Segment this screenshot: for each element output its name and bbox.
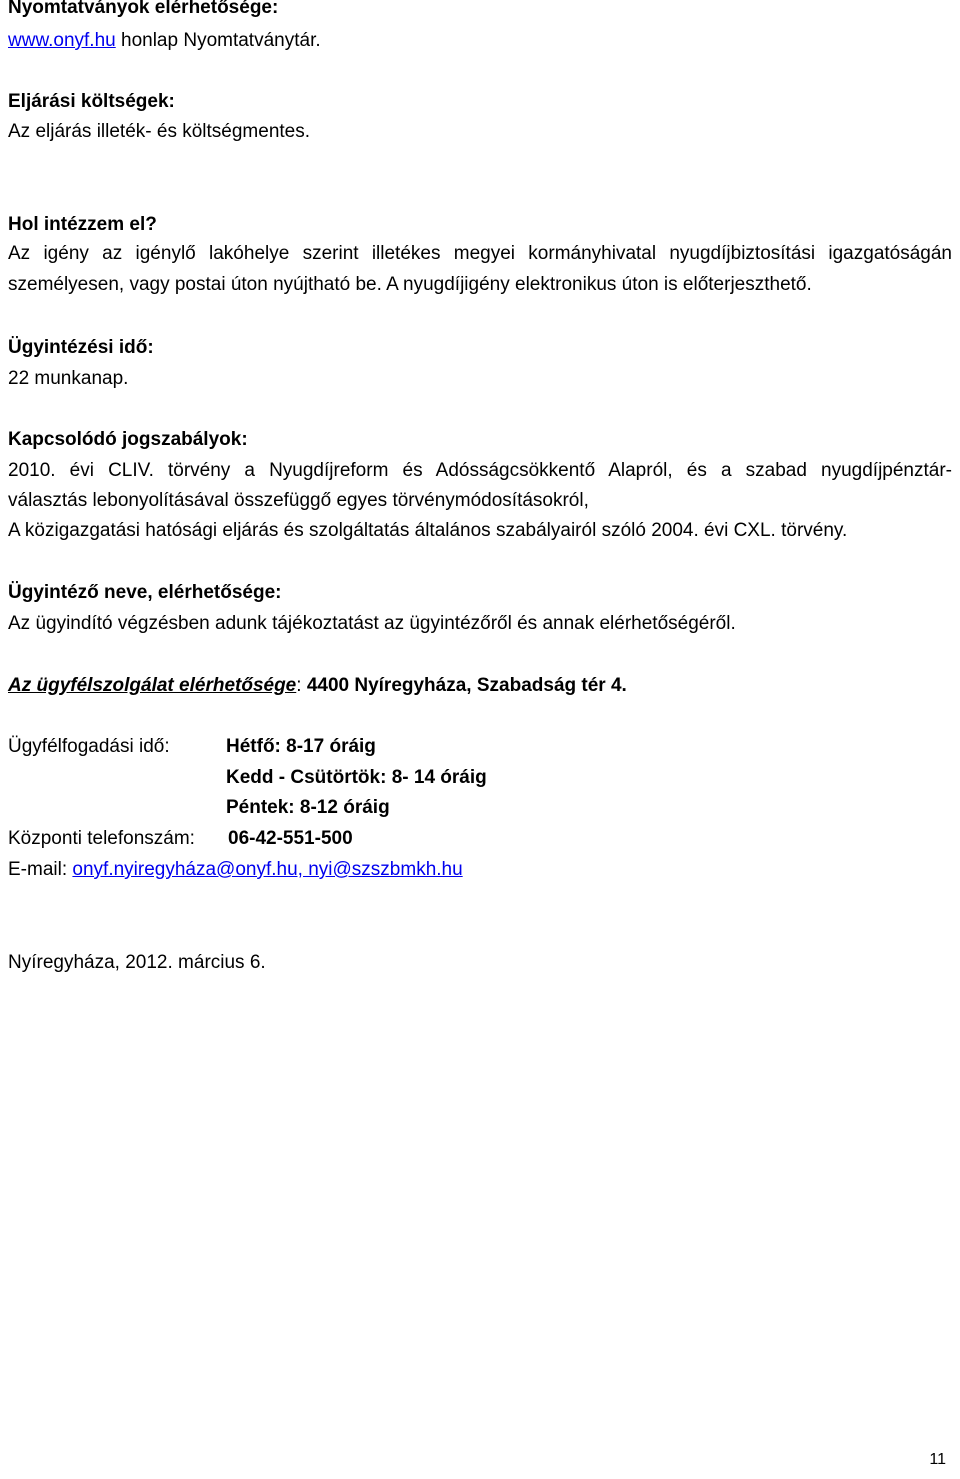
hours-label: Ügyfélfogadási idő: (8, 736, 170, 757)
service-address: 4400 Nyíregyháza, Szabadság tér 4. (306, 675, 627, 696)
hours-row-tue-thu: Kedd - Csütörtök: 8- 14 óráig (226, 767, 487, 788)
forms-text: honlap Nyomtatványtár. (115, 30, 321, 51)
costs-text: Az eljárás illeték- és költségmentes. (8, 121, 311, 142)
clerk-text: Az ügyindító végzésben adunk tájékoztatást az ügyintézőről és annak elérhetőségéről. (8, 613, 736, 634)
laws-line-1: 2010. évi CLIV. törvény a Nyugdíjreform és Adósságcsökkentő Alapról, és a szabad nyugdíjpénztár- (8, 460, 952, 481)
costs-heading: Eljárási költségek: (8, 91, 175, 112)
laws-line-3: A közigazgatási hatósági eljárás és szolgáltatás általános szabályairól szóló 2004. évi CXL. törvény. (8, 520, 848, 541)
email-link[interactable]: onyf.nyiregyháza@onyf.hu, nyi@szszbmkh.hu (72, 859, 463, 880)
service-label: Az ügyfélszolgálat elérhetősége (8, 675, 297, 696)
phone-value: 06-42-551-500 (228, 828, 353, 849)
hours-row-monday: Hétfő: 8-17 óráig (226, 736, 376, 757)
email-line (8, 858, 463, 882)
where-heading: Hol intézzem el? (8, 214, 157, 235)
where-line-2: személyesen, vagy postai úton nyújtható be. A nyugdíjigény elektronikus úton is előterjeszthető. (8, 274, 812, 295)
clerk-heading: Ügyintéző neve, elérhetősége: (8, 582, 282, 603)
laws-line-2: választás lebonyolításával összefüggő egyes törvénymódosításokról, (8, 490, 589, 511)
email-label: E-mail: (8, 859, 73, 880)
place-date: Nyíregyháza, 2012. március 6. (8, 952, 266, 973)
phone-label: Központi telefonszám: (8, 828, 195, 849)
onyf-link[interactable]: www.onyf.hu (8, 30, 116, 51)
laws-heading: Kapcsolódó jogszabályok: (8, 429, 248, 450)
where-line-1: Az igény az igénylő lakóhelye szerint illetékes megyei kormányhivatal nyugdíjbiztosítási igazgatóságán (8, 243, 952, 264)
page-number: 11 (929, 1451, 946, 1468)
processing-heading: Ügyintézési idő: (8, 337, 154, 358)
forms-heading: Nyomtatványok elérhetősége: (8, 0, 279, 18)
forms-line (8, 29, 321, 53)
service-line (8, 674, 627, 698)
hours-row-friday: Péntek: 8-12 óráig (226, 797, 390, 818)
document-page (8, 0, 952, 1479)
processing-text: 22 munkanap. (8, 368, 129, 389)
service-colon: : (296, 675, 307, 696)
